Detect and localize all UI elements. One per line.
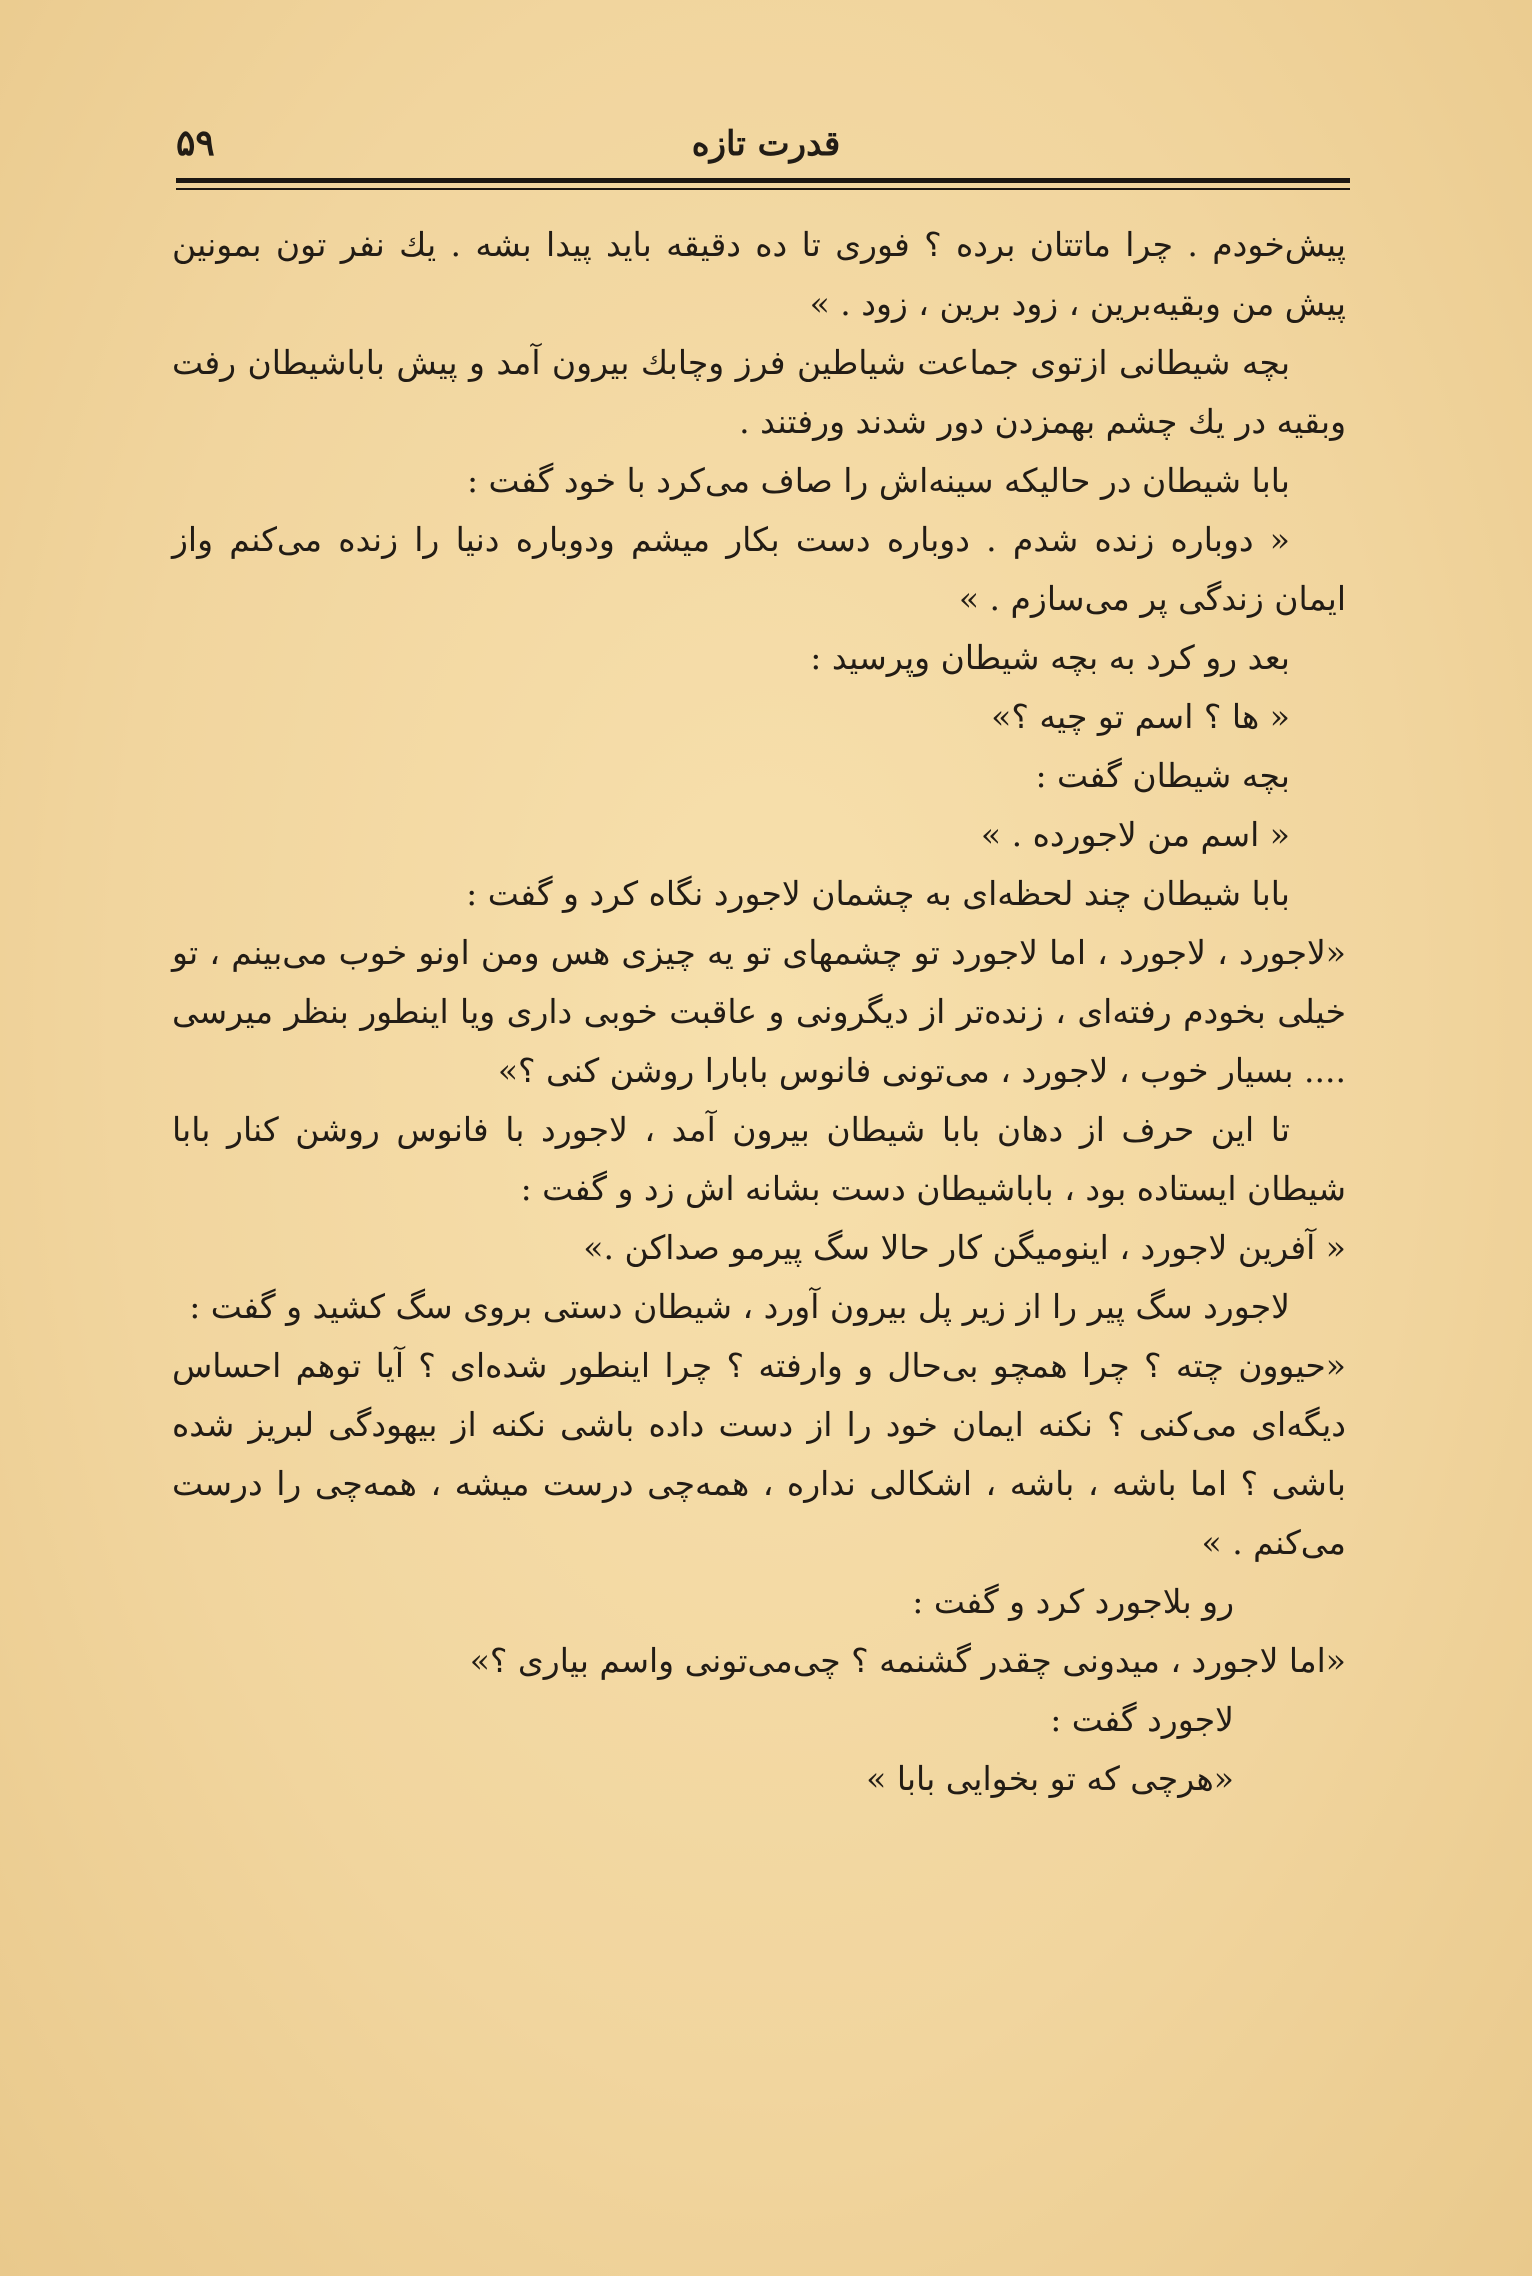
page-number: ۵۹ [176,122,215,164]
paragraph-1: پیش‌خودم . چرا ماتتان برده ؟ فوری تا ده دقیقه باید پیدا بشه . یك نفر تون بمونین پیش من وبقیه‌برین ، زود برین ، زود . » [172,225,1346,323]
paragraph-2: بچه شیطانی ازتوی جماعت شیاطین فرز وچابك بیرون آمد و پیش باباشیطان رفت وبقیه در یك چشم بهمزدن دور شدند ورفتند . [172,343,1346,441]
paragraph-3: بابا شیطان در حالیکه سینه‌اش را صاف می‌کرد با خود گفت : [466,461,1290,500]
paragraph-7: بچه شیطان گفت : [1035,756,1290,795]
paragraph-6: « ها ؟ اسم تو چیه ؟» [991,697,1290,736]
paragraph-15: رو بلاجورد کرد و گفت : [912,1582,1234,1621]
header-rule-thick [176,178,1350,183]
paragraph-13: لاجورد سگ پیر را از زیر پل بیرون آورد ، شیطان دستی بروی سگ کشید و گفت : [189,1287,1290,1326]
paragraph-10: «لاجورد ، لاجورد ، اما لاجورد تو چشمهای تو یه چیزی هس ومن اونو خوب می‌بینم ، تو خیلی بخودم رفته‌ای ، زنده‌تر از دیگرونی و عاقبت خوبی داری ویا اینطور بنظر میرسی .... بسیار خوب ، لاجورد ، می‌تونی فانوس بابارا روشن کنی ؟» [172,933,1346,1090]
paragraph-14: «حیوون چته ؟ چرا همچو بی‌حال و وارفته ؟ چرا اینطور شده‌ای ؟ آیا توهم احساس دیگه‌ای می‌کنی ؟ نکنه ایمان خود را از دست داده باشی نکنه از بیهودگی لبریز شده باشی ؟ اما باشه ، باشه ، اشکالی نداره ، همه‌چی درست میشه ، همه‌چی را درست می‌کنم . » [172,1346,1346,1562]
page-title: قدرت تازه [691,124,841,164]
header-rule-thin [176,188,1350,190]
paragraph-17: لاجورد گفت : [1050,1700,1234,1739]
paragraph-9: بابا شیطان چند لحظه‌ای به چشمان لاجورد نگاه کرد و گفت : [466,874,1290,913]
paragraph-4: « دوباره زنده شدم . دوباره دست بکار میشم ودوباره دنیا را زنده می‌کنم واز ایمان زندگی پر می‌سازم . » [172,520,1346,618]
page-header [176,118,1356,174]
paragraph-18: «هرچی که تو بخوایی بابا » [866,1759,1234,1798]
paragraph-8: « اسم من لاجورده . » [980,815,1290,854]
paragraph-11: تا این حرف از دهان بابا شیطان بیرون آمد ، لاجورد با فانوس روشن کنار بابا شیطان ایستاده بود ، باباشیطان دست بشانه اش زد و گفت : [172,1110,1346,1208]
paragraph-12: « آفرین لاجورد ، اینومیگن کار حالا سگ پیرمو صداکن .» [583,1228,1346,1267]
body-text [172,215,1346,1808]
paragraph-16: «اما لاجورد ، میدونی چقدر گشنمه ؟ چی‌می‌تونی واسم بیاری ؟» [469,1641,1346,1680]
paragraph-5: بعد رو کرد به بچه شیطان وپرسید : [810,638,1290,677]
